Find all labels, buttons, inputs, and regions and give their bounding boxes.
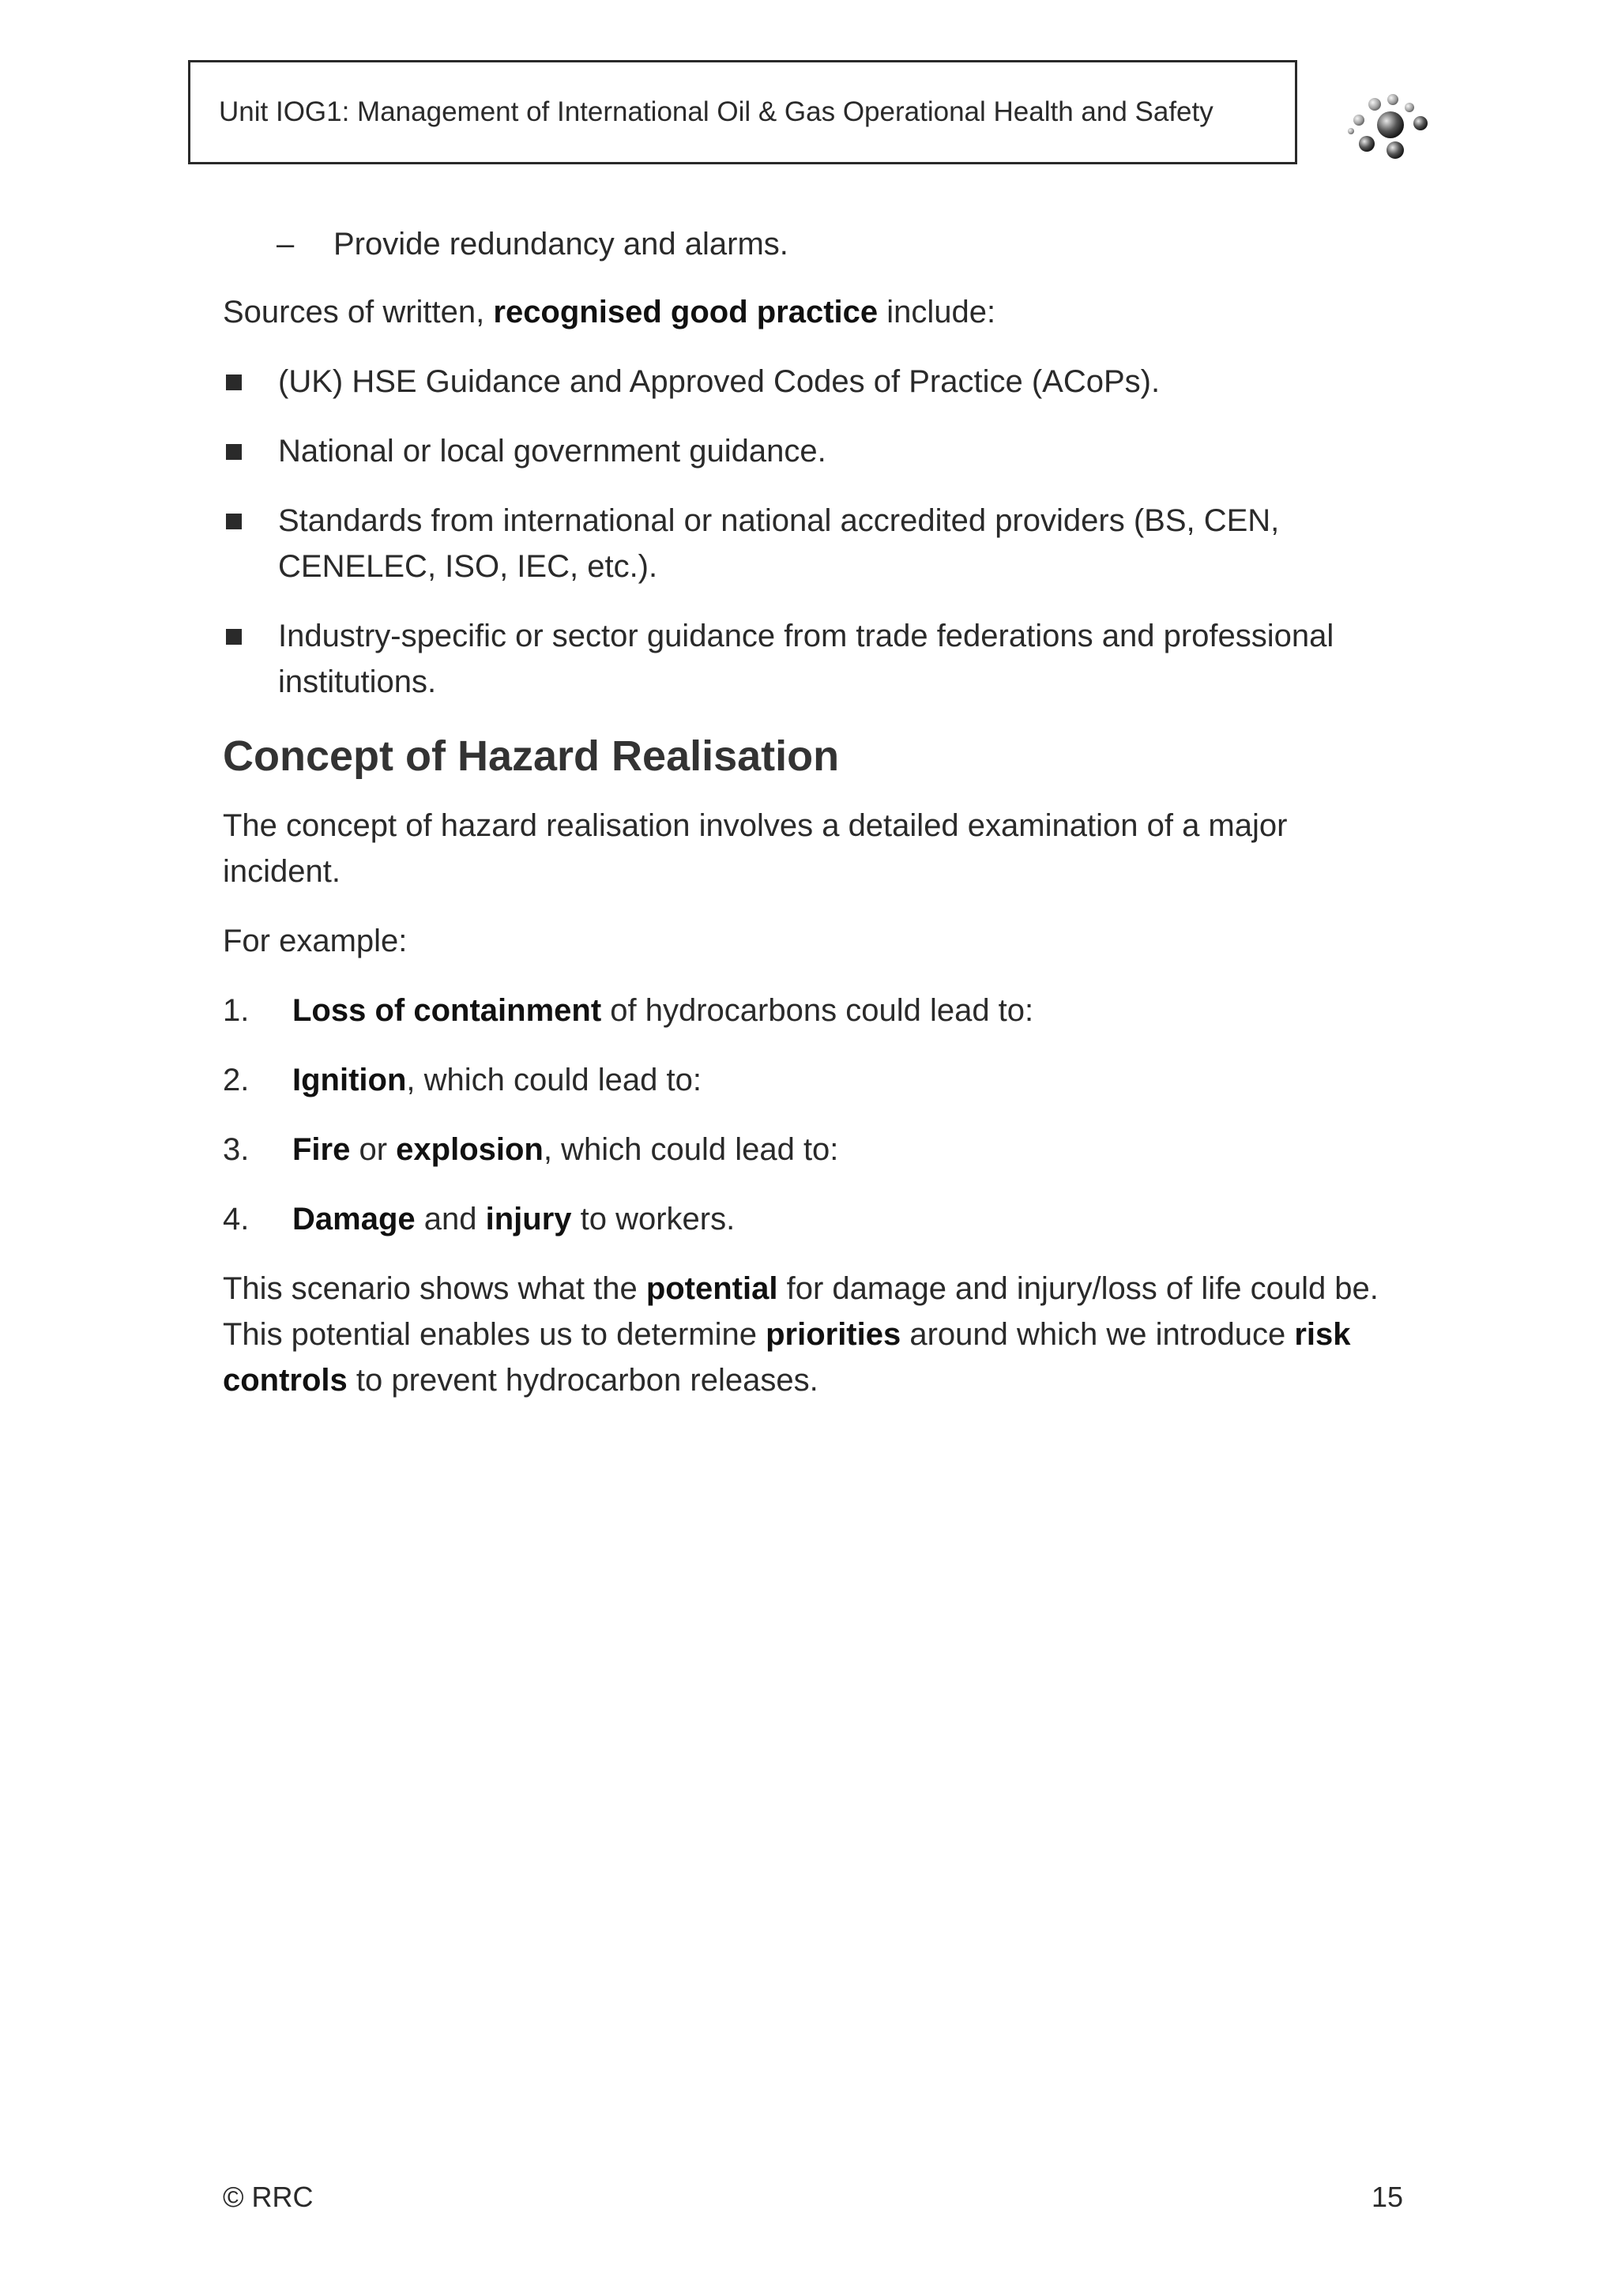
intro-paragraph: The concept of hazard realisation involves a detailed examination of a major incident. (223, 808, 1288, 889)
item-text-2: to workers. (571, 1202, 736, 1236)
bullet-item (223, 359, 1408, 405)
item-text: or (350, 1132, 397, 1167)
dash-list-item (223, 221, 1408, 267)
footer-copyright: © RRC (223, 2181, 314, 2213)
item-number: 1. (223, 993, 250, 1028)
item-text-2: , which could lead to: (543, 1132, 839, 1167)
page-header (188, 60, 1297, 164)
item-number: 4. (223, 1202, 250, 1236)
conclusion-paragraph (223, 1266, 1392, 1403)
numbered-item (223, 1127, 1408, 1172)
item-bold: Fire (292, 1132, 351, 1167)
item-number: 2. (223, 1063, 250, 1097)
bullet-text: Industry-specific or sector guidance from trade federations and professional institutions. (278, 619, 1334, 699)
item-bold: Ignition (292, 1063, 407, 1097)
bullet-item (223, 613, 1400, 705)
conclusion-bold-risk-controls: risk controls (223, 1317, 1351, 1398)
bullet-text: (UK) HSE Guidance and Approved Codes of Practice (ACoPs). (278, 364, 1161, 399)
bullet-text: National or local government guidance. (278, 434, 826, 469)
square-bullet-icon (226, 629, 242, 645)
item-text: of hydrocarbons could lead to: (601, 993, 1034, 1028)
item-bold-2: explosion (396, 1132, 544, 1167)
numbered-item (223, 1057, 1408, 1103)
conclusion-bold-potential: potential (645, 1271, 778, 1306)
sources-intro-tail: include: (878, 295, 996, 329)
footer-page-number: 15 (1371, 2181, 1403, 2213)
item-bold: Damage (292, 1202, 416, 1236)
page-content (223, 221, 1408, 1427)
numbered-item (223, 988, 1408, 1033)
molecule-logo-icon (1343, 87, 1438, 166)
conclusion-bold-priorities: priorities (766, 1317, 901, 1352)
conclusion-text-3: around which we introduce (901, 1317, 1295, 1352)
example-label: For example: (223, 924, 408, 958)
square-bullet-icon (226, 444, 242, 460)
dash-item-text: Provide redundancy and alarms. (333, 227, 788, 262)
conclusion-text-4: to prevent hydrocarbon releases. (347, 1363, 818, 1398)
bullet-item (223, 428, 1408, 474)
header-title: Unit IOG1: Management of International Oil & Gas Operational Health and Safety (219, 96, 1214, 127)
square-bullet-icon (226, 375, 242, 390)
item-text: and (415, 1202, 486, 1236)
item-bold: Loss of containment (292, 993, 602, 1028)
dash-marker: – (277, 227, 295, 262)
conclusion-text-1: This scenario shows what the (223, 1271, 646, 1306)
item-bold-2: injury (485, 1202, 572, 1236)
section-heading: Concept of Hazard Realisation (223, 732, 840, 780)
conclusion-text-2: for damage and injury/loss of life could be. This potential enables us to determine (223, 1271, 1379, 1352)
bullet-item (223, 498, 1337, 589)
sources-intro-text: Sources of written, (223, 295, 494, 329)
sources-intro-bold: recognised good practice (493, 295, 879, 329)
bullet-text: Standards from international or national accredited providers (BS, CEN, CENELEC, ISO, IEC, etc.). (278, 503, 1280, 584)
sources-intro (223, 289, 1408, 335)
item-text: , which could lead to: (406, 1063, 702, 1097)
item-number: 3. (223, 1132, 250, 1167)
square-bullet-icon (226, 514, 242, 529)
numbered-item (223, 1196, 1408, 1242)
